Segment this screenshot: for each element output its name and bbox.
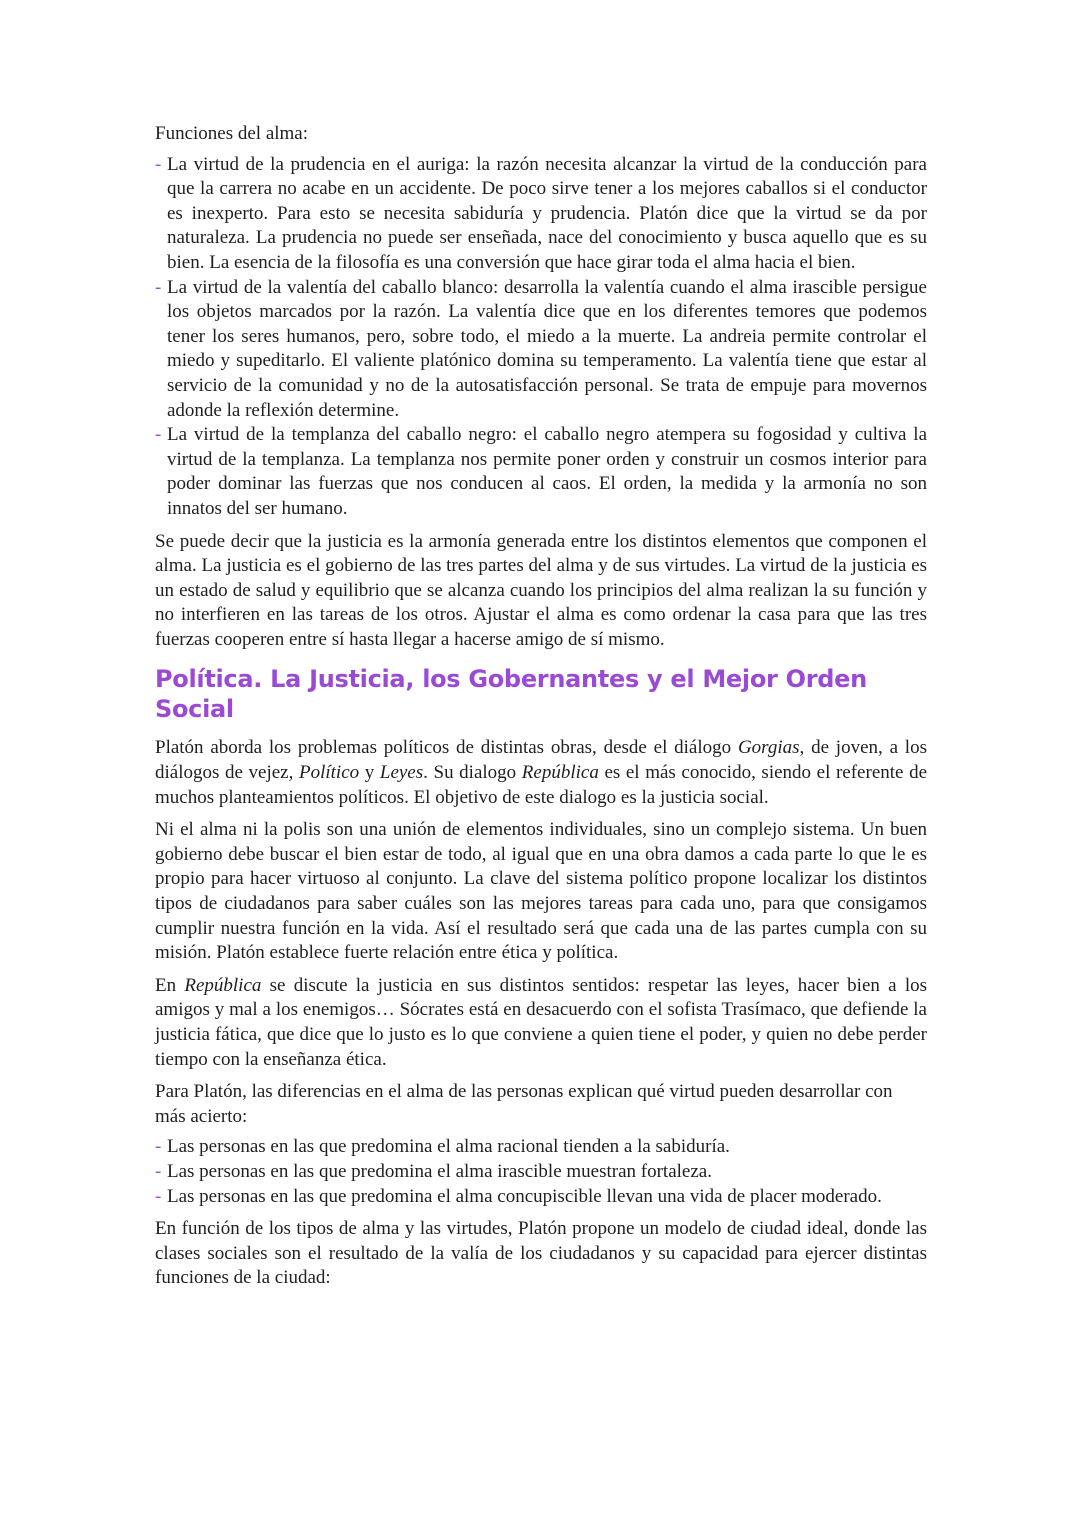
funciones-list <box>155 153 927 522</box>
list-item-text: La virtud de la valentía del caballo blanco: desarrolla la valentía cuando el alma irascible persigue los objetos marcados por la razón. La valentía dice que en los diferentes temores que podemos tener los seres humanos, pero, sobre todo, el miedo a la muerte. La andreia permite controlar el miedo y supeditarlo. El valiente platónico domina su temperamento. La valentía tiene que estar al servicio de la comunidad y no de la autosatisfacción personal. Se trata de empuje para movernos adonde la reflexión determine. <box>167 276 927 421</box>
dash-bullet-icon: - <box>155 1160 162 1182</box>
document-page <box>155 122 927 1299</box>
dash-bullet-icon: - <box>155 1185 162 1207</box>
work-title: Leyes <box>379 762 424 784</box>
work-title: Gorgias <box>737 737 800 759</box>
funciones-heading: Funciones del alma: <box>155 123 309 144</box>
list-item <box>155 1185 927 1210</box>
politica-paragraph-5: En función de los tipos de alma y las virtudes, Platón propone un modelo de ciudad ideal, donde las clases sociales son el resultado de la valía de los ciudadanos y su capacidad para ejercer distintas funciones de la ciudad: <box>155 1218 927 1289</box>
list-item-text: La virtud de la templanza del caballo negro: el caballo negro atempera su fogosidad y cultiva la virtud de la templanza. La templanza nos permite poner orden y construir un cosmos interior para poder dominar las fuerzas que nos conducen al caos. El orden, la medida y la armonía no son innatos del ser humano. <box>167 424 927 519</box>
work-title: República <box>521 762 599 784</box>
list-item-text: Las personas en las que predomina el alma racional tienden a la sabiduría. <box>167 1136 730 1158</box>
politica-paragraph-2: Ni el alma ni la polis son una unión de elementos individuales, sino un complejo sistema. Un buen gobierno debe buscar el bien estar de todo, al igual que en una obra damos a cada parte lo que le es propio para hacer virtuoso al conjunto. La clave del sistema político propone localizar los distintos tipos de ciudadanos para saber cuáles son las mejores tareas para cada uno, para que consigamos cumplir nuestra función en la vida. Así el resultado será que cada una de las partes cumpla con su misión. Platón establece fuerte relación entre ética y política. <box>155 819 927 964</box>
section-title: Política. La Justicia, los Gobernantes y el Mejor Orden Social <box>155 665 867 724</box>
dash-bullet-icon: - <box>155 424 162 446</box>
politica-paragraph-3: En República se discute la justicia en sus distintos sentidos: respetar las leyes, hacer bien a los amigos y mal a los enemigos… Sócrates está en desacuerdo con el sofista Trasímaco, que defiende la justicia fática, que dice que lo justo es lo que conviene a quien tiene el poder, y quien no debe perder tiempo con la enseñanza ética. <box>155 974 927 1070</box>
politica-paragraph-1: Platón aborda los problemas políticos de distintas obras, desde el diálogo Gorgias, de joven, a los diálogos de vejez, Político y Leyes. Su dialogo República es el más conocido, siendo el referente de muchos planteamientos políticos. El objetivo de este dialogo es la justicia social. <box>155 737 928 808</box>
dash-bullet-icon: - <box>155 276 162 298</box>
list-item-text: Las personas en las que predomina el alma irascible muestran fortaleza. <box>167 1160 712 1182</box>
list-item-text: Las personas en las que predomina el alma concupiscible llevan una vida de placer moderado. <box>167 1185 882 1207</box>
list-item-text: La virtud de la prudencia en el auriga: la razón necesita alcanzar la virtud de la conducción para que la carrera no acabe en un accidente. De poco sirve tener a los mejores caballos si el conductor es inexperto. Para esto se necesita sabiduría y prudencia. Platón dice que la virtud se da por naturaleza. La prudencia no puede ser enseñada, nace del conocimiento y busca aquello que es su bien. La esencia de la filosofía es una conversión que hace girar toda el alma hacia el bien. <box>167 153 927 273</box>
work-title: Político <box>298 762 360 784</box>
list-item <box>155 1160 927 1185</box>
list-item <box>155 1135 927 1160</box>
virtudes-list <box>155 1135 927 1209</box>
list-item <box>155 423 927 521</box>
list-item <box>155 153 927 276</box>
work-title: República <box>184 974 262 996</box>
justicia-paragraph: Se puede decir que la justicia es la armonía generada entre los distintos elementos que componen el alma. La justicia es el gobierno de las tres partes del alma y de sus virtudes. La virtud de la justicia es un estado de salud y equilibrio que se alcanza cuando los principios del alma realizan la su función y no interfieren en las tareas de los otros. Ajustar el alma es como ordenar la casa para que las tres fuerzas cooperen entre sí hasta llegar a hacerse amigo de sí mismo. <box>155 530 927 650</box>
dash-bullet-icon: - <box>155 153 162 175</box>
list-item <box>155 276 927 424</box>
politica-paragraph-4: Para Platón, las diferencias en el alma de las personas explican qué virtud pueden desarrollar con más acierto: <box>155 1081 893 1127</box>
dash-bullet-icon: - <box>155 1136 162 1158</box>
